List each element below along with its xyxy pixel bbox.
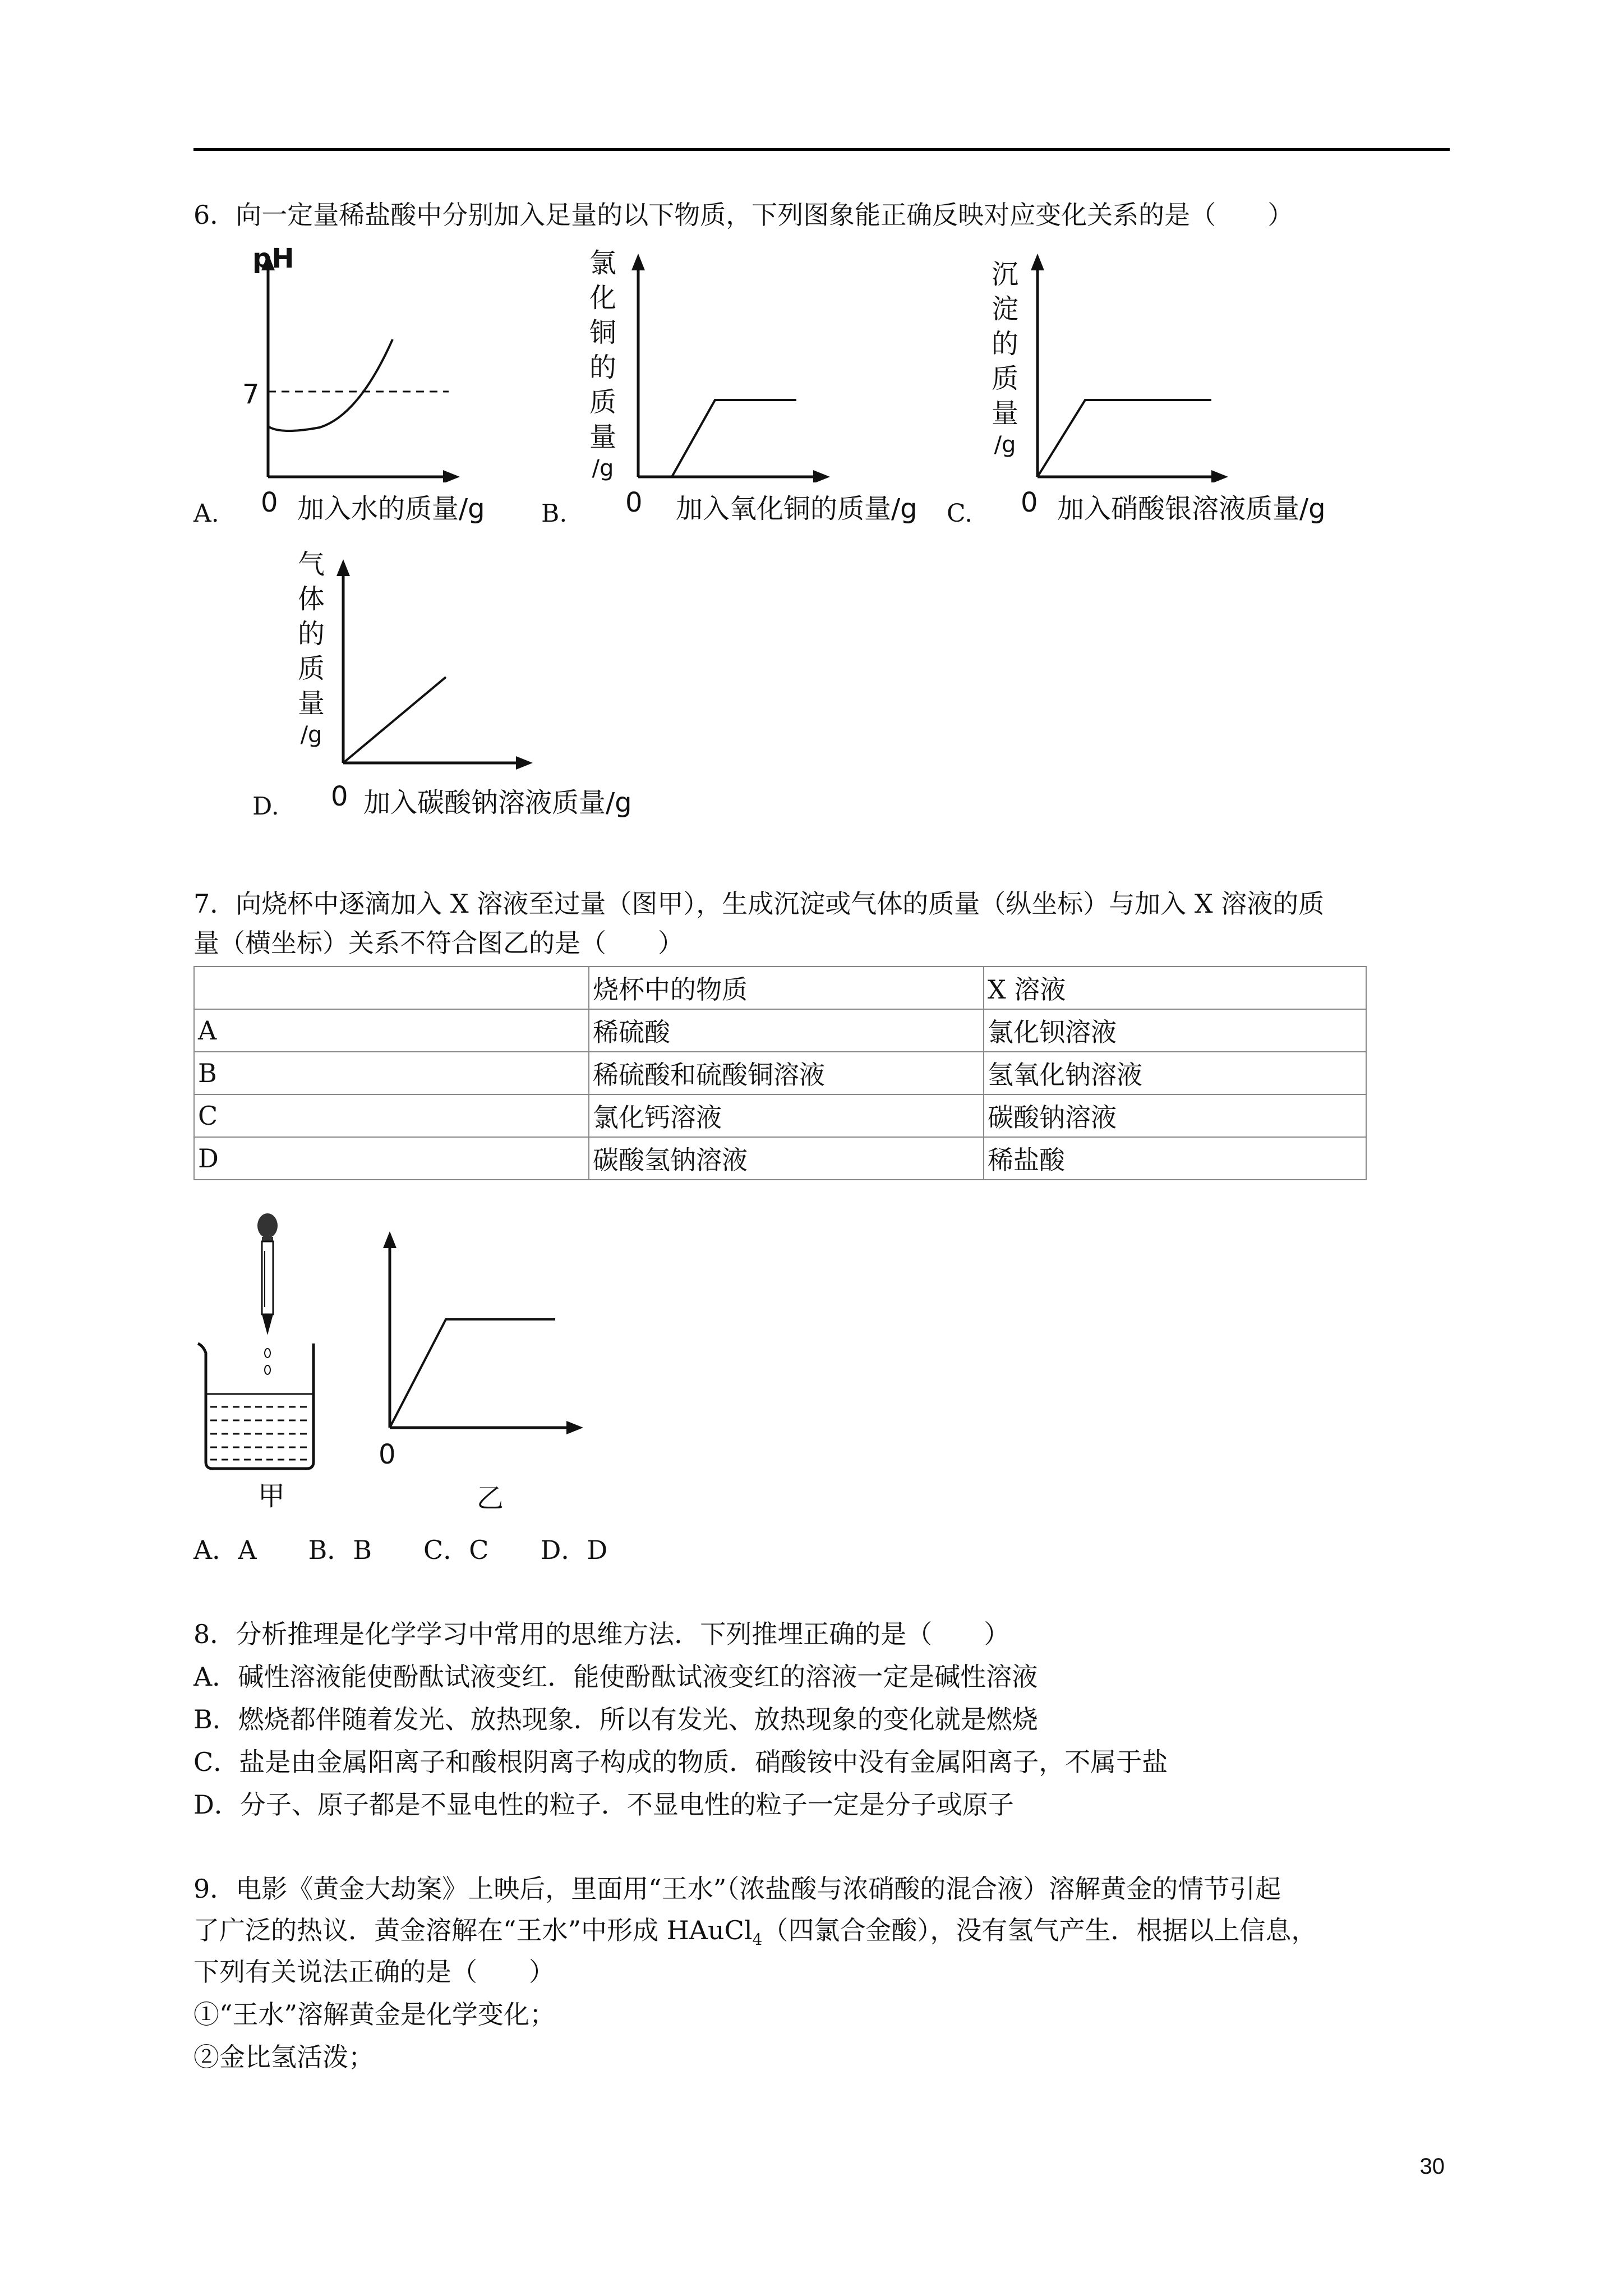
table-cell: 氢氧化钠溶液 — [984, 1052, 1366, 1094]
q7-options: A．A B．B C．C D．D — [193, 1535, 608, 1565]
q6-b-origin: 0 — [625, 487, 643, 518]
q6-c-origin: 0 — [1021, 487, 1038, 518]
table-cell: 氯化钙溶液 — [589, 1094, 984, 1137]
q6-graph-a — [224, 247, 477, 482]
q8-option-a: A．碱性溶液能使酚酞试液变红．能使酚酞试液变红的溶液一定是碱性溶液 — [193, 1662, 1038, 1692]
table-cell: D — [194, 1137, 589, 1180]
table-cell: 稀硫酸和硫酸铜溶液 — [589, 1052, 984, 1094]
q6-graph-b — [606, 247, 864, 482]
q7-stem-line2: 量（横坐标）关系不符合图乙的是（ ） — [193, 928, 684, 958]
table-row — [194, 1052, 1366, 1094]
table-header-row — [194, 967, 1366, 1009]
q6-option-d: D. — [252, 792, 279, 821]
q6-b-xlabel: 加入氧化铜的质量/g — [676, 493, 917, 524]
q6-c-xlabel: 加入硝酸银溶液质量/g — [1057, 493, 1326, 524]
q8-option-c: C．盐是由金属阳离子和酸根阴离子构成的物质．硝酸铵中没有金属阳离子，不属于盐 — [193, 1747, 1168, 1777]
q6-c-ylabel: 沉 淀 的 质 量 /g — [991, 259, 1018, 458]
header-rule — [193, 148, 1450, 151]
q6-d-xlabel: 加入碳酸钠溶液质量/g — [363, 787, 632, 818]
q6-b-ylabel: 氯 化 铜 的 质 量 /g — [589, 247, 616, 481]
table-cell: 稀硫酸 — [589, 1009, 984, 1052]
table-cell: A — [194, 1009, 589, 1052]
q6-a-origin: 0 — [261, 487, 278, 518]
table-row — [194, 1094, 1366, 1137]
beaker-dropper-figure — [193, 1206, 328, 1475]
q6-d-origin: 0 — [331, 781, 348, 812]
q8-option-b: B．燃烧都伴随着发光、放热现象．所以有发光、放热现象的变化就是燃烧 — [193, 1704, 1038, 1734]
table-row — [194, 1137, 1366, 1180]
q6-a-xlabel: 加入水的质量/g — [297, 493, 485, 524]
page-number: 30 — [1419, 2154, 1445, 2179]
q6-stem: 6．向一定量稀盐酸中分别加入足量的以下物质，下列图象能正确反映对应变化关系的是（ ） — [193, 200, 1294, 230]
table-cell: 碳酸钠溶液 — [984, 1094, 1366, 1137]
q6-graph-d — [314, 547, 550, 771]
q9-line3: 下列有关说法正确的是（ ） — [193, 1957, 555, 1987]
table-cell: 稀盐酸 — [984, 1137, 1366, 1180]
table-cell — [194, 967, 589, 1009]
q8-stem: 8．分析推理是化学学习中常用的思维方法．下列推埋正确的是（ ） — [193, 1619, 1010, 1649]
q6-d-ylabel: 气 体 的 质 量 /g — [297, 549, 325, 748]
table-cell: X 溶液 — [984, 967, 1366, 1009]
q9-line1: 9．电影《黄金大劫案》上映后，里面用“王水”（浓盐酸与浓硝酸的混合液）溶解黄金的情节引起 — [193, 1874, 1281, 1904]
table-cell: B — [194, 1052, 589, 1094]
q7-graph-origin: 0 — [379, 1439, 396, 1470]
q7-table — [193, 966, 1367, 1180]
q7-graph-yi — [370, 1223, 594, 1436]
q9-item1: ①“王水”溶解黄金是化学变化； — [193, 1999, 556, 2030]
figure-yi-label: 乙 — [477, 1483, 504, 1514]
q7-stem-line1: 7．向烧杯中逐滴加入 X 溶液至过量（图甲），生成沉淀或气体的质量（纵坐标）与加入 X 溶液的质 — [193, 889, 1325, 919]
q6-option-b: B. — [541, 499, 568, 528]
q6-a-tick7: 7 — [242, 379, 260, 410]
q6-option-c: C. — [947, 499, 973, 528]
table-cell: 氯化钡溶液 — [984, 1009, 1366, 1052]
q6-graph-c — [1004, 247, 1262, 482]
table-cell: 烧杯中的物质 — [589, 967, 984, 1009]
q8-option-d: D．分子、原子都是不显电性的粒子．不显电性的粒子一定是分子或原子 — [193, 1789, 1014, 1820]
q9-item2: ②金比氢活泼； — [193, 2042, 374, 2072]
table-cell: C — [194, 1094, 589, 1137]
q6-a-ylabel: pH — [252, 243, 294, 274]
table-cell: 碳酸氢钠溶液 — [589, 1137, 984, 1180]
figure-jia-label: 甲 — [258, 1480, 285, 1512]
q6-option-a: A. — [193, 499, 219, 528]
table-row — [194, 1009, 1366, 1052]
q9-line2: 了广泛的热议．黄金溶解在“王水”中形成 HAuCl$_4$（四氯合金酸），没有氢气产生．根据以上信息， — [193, 1915, 1317, 1949]
